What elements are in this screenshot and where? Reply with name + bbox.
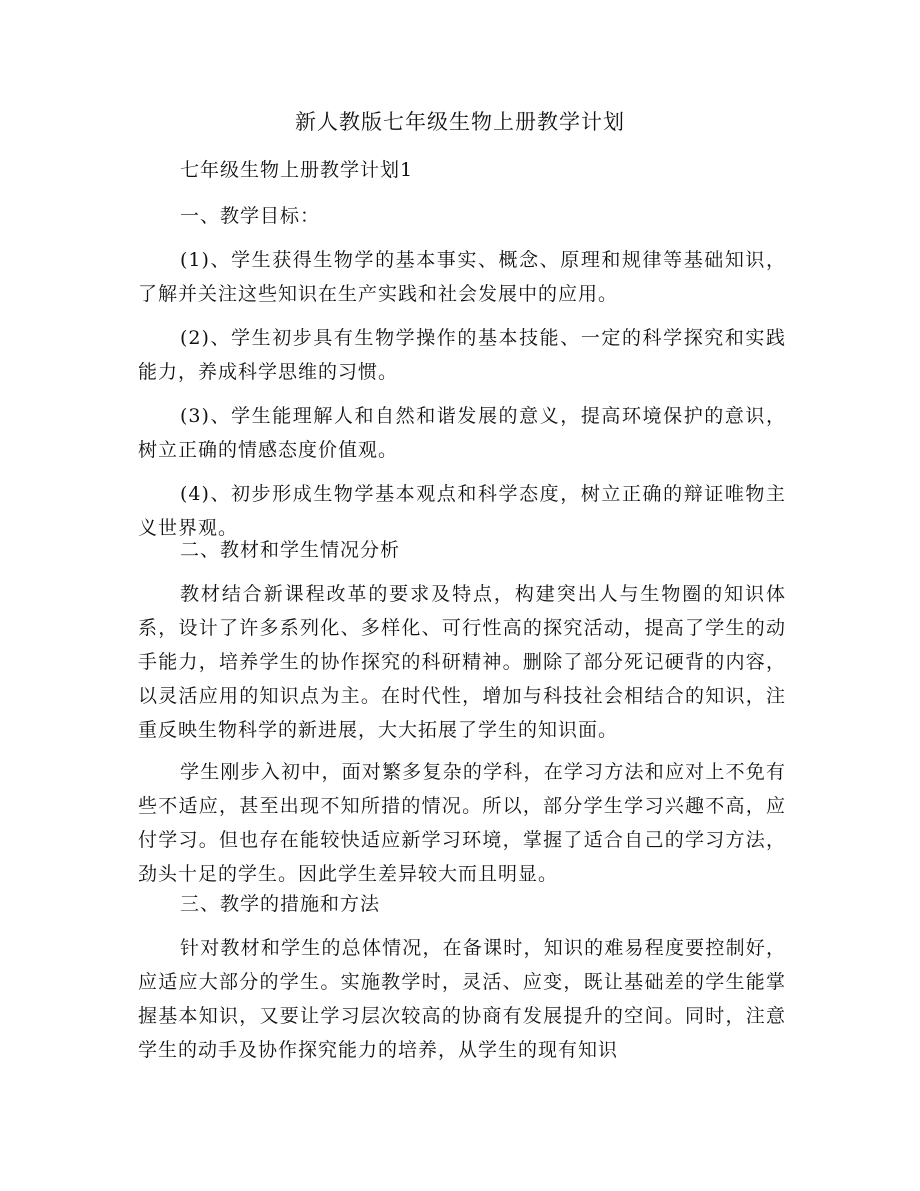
objective-4: (4)、初步形成生物学基本观点和科学态度，树立正确的辩证唯物主义世界观。 [138,483,786,539]
analysis-students: 学生刚步入初中，面对繁多复杂的学科，在学习方法和应对上不免有些不适应，甚至出现不知所措的情况。所以，部分学生学习兴趣不高，应付学习。但也存在能较快适应新学习环境，掌握了适合自己的学习方法，劲头十足的学生。因此学生差异较大而且明显。 [138,761,786,885]
document-title: 新人教版七年级生物上册教学计划 [295,110,625,134]
section-heading-analysis: 二、教材和学生情况分析 [180,539,401,561]
analysis-textbook: 教材结合新课程改革的要求及特点，构建突出人与生物圈的知识体系，设计了许多系列化、多样化、可行性高的探究活动，提高了学生的动手能力，培养学生的协作探究的科研精神。删除了部分死记硬背的内容，以灵活应用的知识点为主。在时代性，增加与科技社会相结合的知识，注重反映生物科学的新进展，大大拓展了学生的知识面。 [138,583,786,741]
objective-2: (2)、学生初步具有生物学操作的基本技能、一定的科学探究和实践能力，养成科学思维的习惯。 [138,327,786,383]
objective-3: (3)、学生能理解人和自然和谐发展的意义，提高环境保护的意识，树立正确的情感态度价值观。 [138,405,786,461]
objective-1: (1)、学生获得生物学的基本事实、概念、原理和规律等基础知识，了解并关注这些知识在生产实践和社会发展中的应用。 [138,249,786,305]
section-heading-objectives: 一、教学目标： [180,205,321,227]
section-heading-methods: 三、教学的措施和方法 [180,893,381,915]
methods-paragraph: 针对教材和学生的总体情况，在备课时，知识的难易程度要控制好，应适应大部分的学生。实施教学时，灵活、应变，既让基础差的学生能掌握基本知识，又要让学习层次较高的协商有发展提升的空间。同时，注意学生的动手及协作探究能力的培养，从学生的现有知识 [138,937,786,1061]
plan-heading: 七年级生物上册教学计划1 [180,159,414,181]
